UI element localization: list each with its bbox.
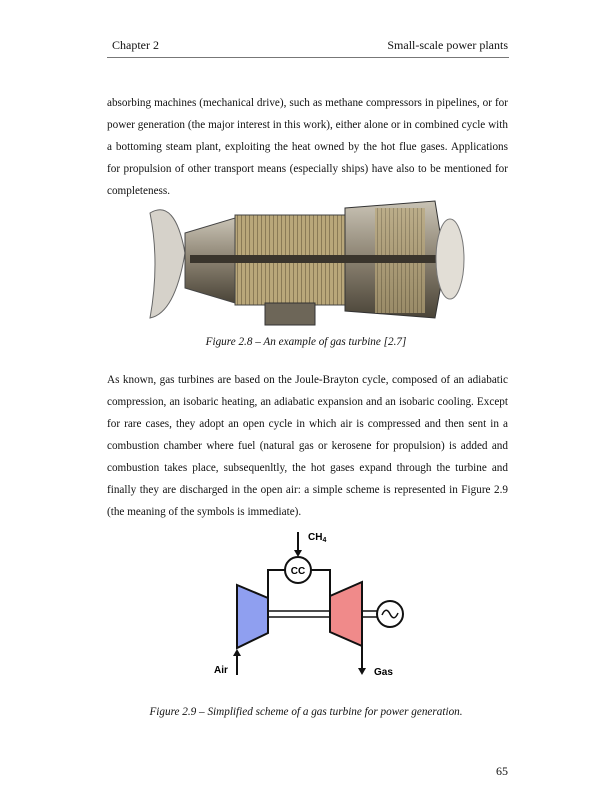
fuel-label: $CH_4$ (308, 532, 327, 544)
combustion-chamber-label: CC (290, 566, 306, 577)
air-label: Air (214, 665, 228, 676)
running-header-right: Small-scale power plants (387, 38, 508, 52)
paragraph: absorbing machines (mechanical drive), such as methane compressors in pipelines, or for power generation (the major interest in this work), either alone or in combined cycle with a bottoming steam plant, exploiting the heat owned by the hot flue gases. Applications for propulsion of other transport means (especially ships) have also to be mentioned for completeness. (107, 97, 508, 197)
gas-turbine-photo (145, 193, 470, 333)
figure-caption: Figure 2.8 – An example of gas turbine [2.7] (205, 336, 407, 348)
figure-caption: Figure 2.9 – Simplified scheme of a gas turbine for power generation. (149, 706, 463, 718)
page-number: 65 (496, 764, 508, 778)
compressor (237, 585, 268, 648)
gas-turbine-scheme (200, 520, 420, 690)
gas-label: Gas (374, 667, 393, 678)
paragraph: As known, gas turbines are based on the Joule-Brayton cycle, composed of an adiabatic compression, an isobaric heating, an adiabatic expansion and an isobaric cooling. Except for rare cases, they adopt an open cycle in which air is compressed and then sent in a combustion chamber where fuel (natural gas or kerosene for propulsion) is added and combustion takes place, subsequenltly, the hot gases expand through the turbine and finally they are discharged in the open air: a simple scheme is represented in Figure 2.9 (the meaning of the symbols is immediate). (107, 374, 508, 518)
turbine (330, 582, 362, 646)
header-rule (107, 57, 509, 58)
running-header-left: Chapter 2 (112, 38, 159, 52)
